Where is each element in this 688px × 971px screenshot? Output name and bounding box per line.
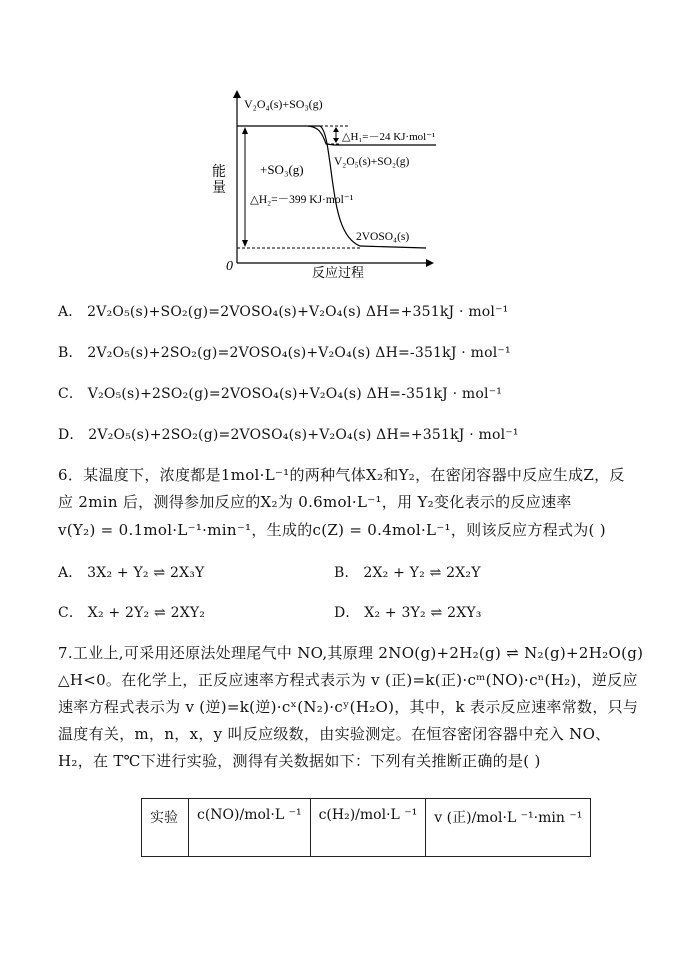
option-text: X₂ + 3Y₂ ⇌ 2XY₃ [364,605,482,621]
option-text: 3X₂ + Y₂ ⇌ 2X₃Y [87,565,205,581]
dh1-arrowhead-down [333,138,339,143]
option-letter: C． [58,386,84,402]
option-letter: B． [58,345,83,361]
q6-line-2: 应 2min 后，测得参加反应的X₂为 0.6mol·L⁻¹，用 Y₂变化表示的反应速率 [58,493,572,511]
q6-option-d[interactable] [334,602,482,622]
y-axis-label-1: 能 [212,165,226,180]
experiment-table [141,798,591,857]
final-product-label: 2VOSO₄(s) [356,231,410,243]
top-label: V₂O₄(s)+SO₃(g) [244,97,323,111]
option-text: V₂O₅(s)+2SO₂(g)=2VOSO₄(s)+V₂O₄(s) ΔH=-351kJ · mol⁻¹ [87,386,503,402]
option-text: 2V₂O₅(s)+SO₂(g)=2VOSO₄(s)+V₂O₄(s) ΔH=+351kJ · mol⁻¹ [87,304,509,320]
q5-option-a[interactable] [58,301,509,321]
q7-line-3: 速率方程式表示为 v (逆)=k(逆)·cˣ(N₂)·cʸ(H₂O)，其中，k 表示反应速率常数，只与 [58,698,639,716]
option-letter: A． [58,565,83,581]
y-axis-label-2: 量 [212,181,226,196]
q7-line-2: △H<0。在化学上，正反应速率方程式表示为 v (正)=k(正)·cᵐ(NO)·cⁿ(H₂)，逆反应 [58,671,638,689]
option-letter: B． [334,565,359,581]
q5-option-d[interactable] [58,424,519,444]
mid-product-label: V₂O₅(s)+SO₂(g) [334,156,410,168]
option-text: X₂ + 2Y₂ ⇌ 2XY₂ [87,605,206,621]
curve-step2 [320,126,426,248]
dh1-label: △H₁=－24 KJ·mol⁻¹ [342,131,436,143]
header-experiment: 实验 [142,799,189,857]
option-text: 2V₂O₅(s)+2SO₂(g)=2VOSO₄(s)+V₂O₄(s) ΔH=-351kJ · mol⁻¹ [87,345,511,361]
x-axis-arrow [426,259,434,267]
option-letter: A． [58,304,83,320]
q6-line-1: 6．某温度下，浓度都是1mol·L⁻¹的两种气体X₂和Y₂，在密闭容器中反应生成Z，反 [58,466,625,484]
header-v-forward: v (正)/mol·L ⁻¹·min ⁻¹ [426,799,591,857]
q7-line-4: 温度有关，m，n，x，y 叫反应级数，由实验测定。在恒容密闭容器中充入 NO、 [58,725,611,743]
dh1-arrowhead-up [333,127,339,132]
energy-diagram [200,88,490,280]
so3-label: +SO₃(g) [260,162,304,177]
dh2-arrowhead-down [242,240,248,247]
q6-option-c[interactable] [58,602,205,622]
option-letter: C． [58,605,84,621]
origin-label: 0 [226,259,233,274]
option-letter: D． [58,427,84,443]
option-letter: D． [334,605,360,621]
q6-line-3: v(Y₂) = 0.1mol·L⁻¹·min⁻¹，生成的c(Z) = 0.4mol·L⁻¹，则该反应方程式为( ) [58,521,606,539]
dh2-label: △H₂=－399 KJ·mol⁻¹ [250,194,354,206]
q6-option-a[interactable] [58,562,205,582]
y-axis-arrow [233,90,241,98]
x-axis-label: 反应过程 [312,265,365,280]
option-text: 2X₂ + Y₂ ⇌ 2X₂Y [363,565,481,581]
option-text: 2V₂O₅(s)+2SO₂(g)=2VOSO₄(s)+V₂O₄(s) ΔH=+351kJ · mol⁻¹ [88,427,519,443]
dh2-arrowhead-up [242,127,248,134]
table-header-row [142,799,591,857]
header-c-no: c(NO)/mol·L ⁻¹ [189,799,311,857]
header-c-h2: c(H₂)/mol·L ⁻¹ [310,799,426,857]
q7-line-1: 7.工业上,可采用还原法处理尾气中 NO,其原理 2NO(g)+2H₂(g) ⇌ N₂(g)+2H₂O(g) [58,644,644,662]
q5-option-c[interactable] [58,383,502,403]
q6-option-b[interactable] [334,562,481,582]
q7-line-5: H₂，在 T℃下进行实验，测得有关数据如下：下列有关推断正确的是( ) [58,752,541,770]
q5-option-b[interactable] [58,342,511,362]
